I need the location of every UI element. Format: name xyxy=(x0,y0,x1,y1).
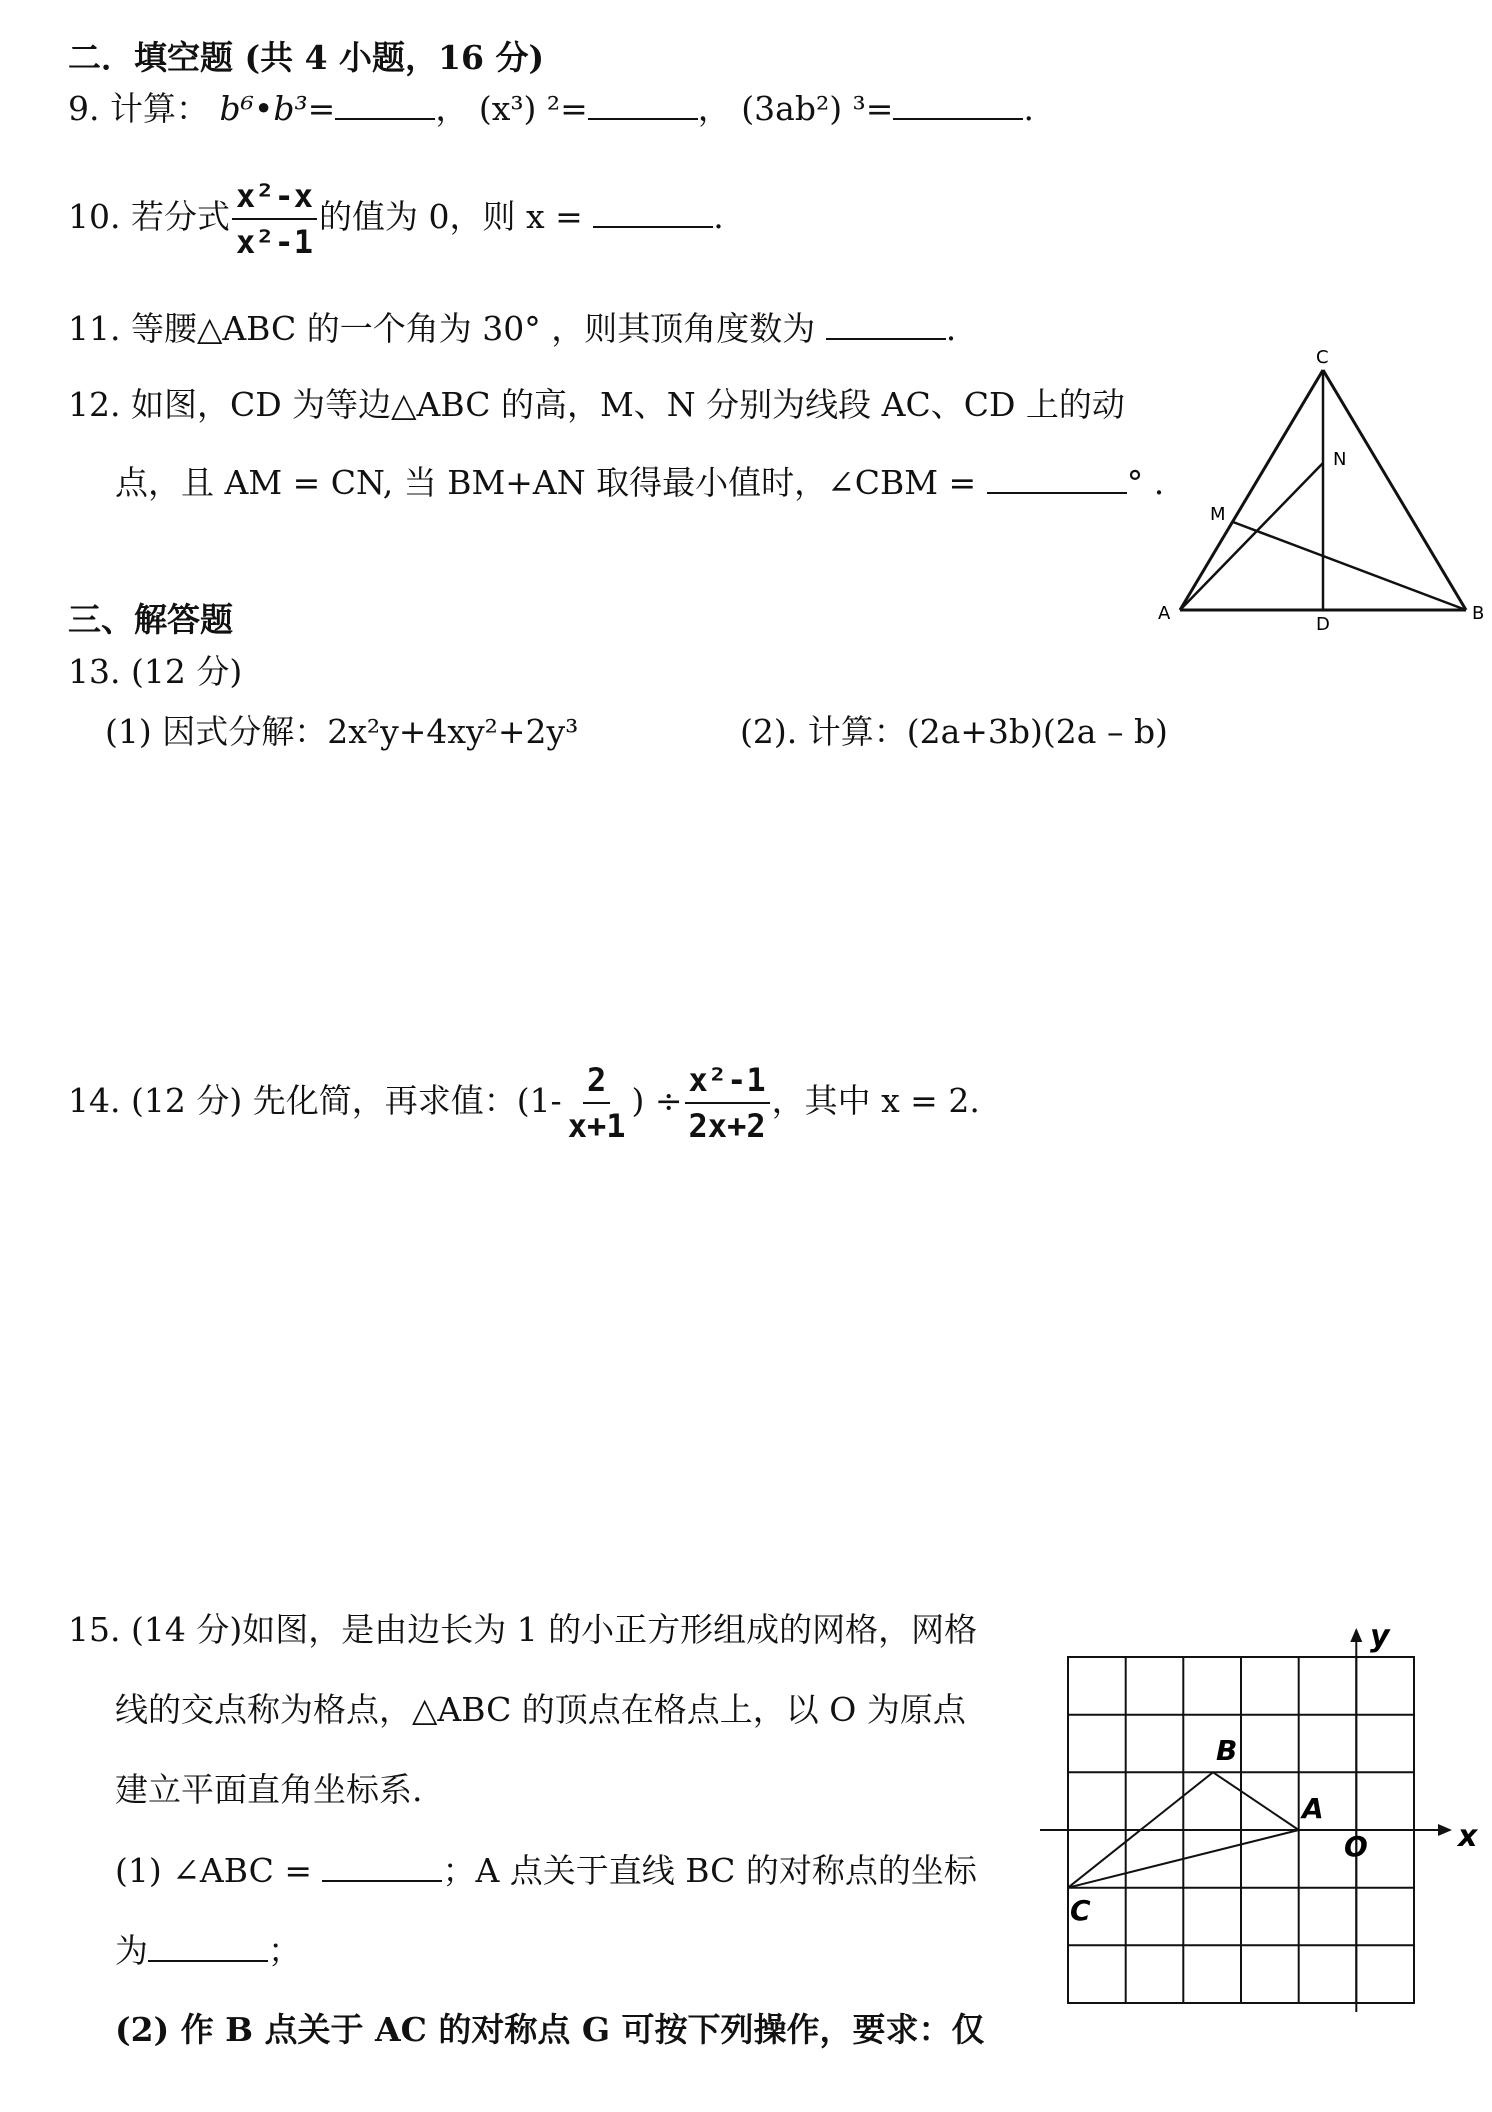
q10-suffix: 的值为 0，则 x = xyxy=(319,197,583,236)
side-ac xyxy=(1180,370,1323,610)
q14-prefix: 14. (12 分) 先化简，再求值：(1- xyxy=(68,1081,562,1120)
q14-frac1-den: x+1 xyxy=(567,1107,626,1145)
q9-expr3: (3ab²) ³= xyxy=(741,89,894,128)
q15-line-6: (2) 作 B 点关于 AC 的对称点 G 可按下列操作，要求：仅 xyxy=(115,2010,985,2049)
q13-part-2: (2). 计算：(2a+3b)(2a – b) xyxy=(740,712,1168,751)
question-11 xyxy=(68,308,956,349)
q9-blank-3[interactable] xyxy=(893,88,1023,120)
q9-sep2: ， xyxy=(697,89,731,128)
label-c: C xyxy=(1316,347,1329,368)
q15-coordinate-blank[interactable] xyxy=(148,1930,268,1962)
q10-blank[interactable] xyxy=(593,196,713,228)
q12-line-2: 点，且 AM = CN, 当 BM+AN 取得最小值时，∠CBM = xyxy=(115,463,977,502)
q15-line-5 xyxy=(115,1930,301,1971)
q14-frac2-den: 2x+2 xyxy=(688,1107,766,1145)
q9-sep1: ， xyxy=(435,89,469,128)
q13-part-1: (1) 因式分解：2x²y+4xy²+2y³ xyxy=(105,712,579,751)
question-12-line-2 xyxy=(115,462,1164,503)
q14-fraction-2 xyxy=(685,1058,770,1148)
label-x: x xyxy=(1458,1819,1478,1854)
q15-line-5a: 为 xyxy=(115,1931,148,1970)
segment-an xyxy=(1180,463,1323,610)
label-m: M xyxy=(1210,504,1226,525)
question-9 xyxy=(68,88,1034,129)
q14-frac1-num: 2 xyxy=(583,1058,610,1104)
q15-grid-figure xyxy=(1040,1620,1490,2020)
section-3-title: 三、解答题 xyxy=(68,600,233,639)
q15-line-5b: ； xyxy=(268,1931,301,1970)
segment-bm xyxy=(1233,522,1466,610)
side-bc xyxy=(1323,370,1466,610)
label-d: D xyxy=(1316,614,1330,635)
q9-expr1: b⁶•b³= xyxy=(219,89,336,128)
section-2-title: 二．填空题 (共 4 小题，16 分) xyxy=(68,38,545,77)
q15-line-2: 线的交点称为格点，△ABC 的顶点在格点上，以 O 为原点 xyxy=(115,1690,966,1729)
q10-fraction xyxy=(232,174,317,264)
q11-text: 11. 等腰△ABC 的一个角为 30° ，则其顶角度数为 xyxy=(68,309,816,348)
q10-numerator: x²-x xyxy=(232,174,317,220)
q10-denominator: x²-1 xyxy=(235,223,314,261)
label-c: C xyxy=(1070,1894,1091,1927)
q9-blank-2[interactable] xyxy=(588,88,698,120)
q12-line-1: 12. 如图，CD 为等边△ABC 的高，M、N 分别为线段 AC、CD 上的动 xyxy=(68,385,1125,424)
label-a: A xyxy=(1302,1792,1324,1825)
q15-line-4a: (1) ∠ABC = xyxy=(115,1851,312,1890)
q12-blank[interactable] xyxy=(987,462,1127,494)
label-n: N xyxy=(1333,449,1347,470)
q15-line-4 xyxy=(115,1850,977,1891)
question-10 xyxy=(68,172,724,264)
q14-suffix: ，其中 x = 2. xyxy=(771,1081,980,1120)
q10-end: . xyxy=(713,197,724,236)
q15-angle-blank[interactable] xyxy=(322,1850,442,1882)
q14-mid: ) ÷ xyxy=(631,1081,683,1120)
q10-prefix: 若分式 xyxy=(130,197,230,236)
q14-frac2-num: x²-1 xyxy=(685,1058,770,1104)
q15-line-3: 建立平面直角坐标系. xyxy=(115,1770,423,1809)
q9-end: . xyxy=(1023,89,1034,128)
q9-expr2: (x³) ²= xyxy=(478,89,588,128)
label-y: y xyxy=(1370,1620,1390,1654)
q13-heading: 13. (12 分) xyxy=(68,652,243,691)
q9-label: 计算： xyxy=(110,89,209,128)
label-a: A xyxy=(1158,603,1171,624)
q11-end: . xyxy=(945,309,957,348)
q10-number: 10. xyxy=(68,197,121,236)
label-b: B xyxy=(1472,603,1485,624)
q12-triangle-figure xyxy=(1150,345,1490,645)
y-axis-arrow-icon xyxy=(1350,1628,1362,1642)
label-b: B xyxy=(1216,1734,1238,1767)
q15-line-1: 15. (14 分)如图，是由边长为 1 的小正方形组成的网格，网格 xyxy=(68,1610,978,1649)
label-o: O xyxy=(1344,1830,1368,1863)
q9-number: 9. xyxy=(68,89,100,128)
x-axis-arrow-icon xyxy=(1438,1824,1452,1836)
q12-end: ° . xyxy=(1126,463,1165,502)
q15-line-4b: ；A 点关于直线 BC 的对称点的坐标 xyxy=(442,1851,977,1890)
question-14 xyxy=(68,1056,980,1148)
q14-fraction-1 xyxy=(564,1058,630,1148)
side-ba xyxy=(1213,1772,1299,1830)
q11-blank[interactable] xyxy=(826,308,946,340)
q9-blank-1[interactable] xyxy=(335,88,435,120)
